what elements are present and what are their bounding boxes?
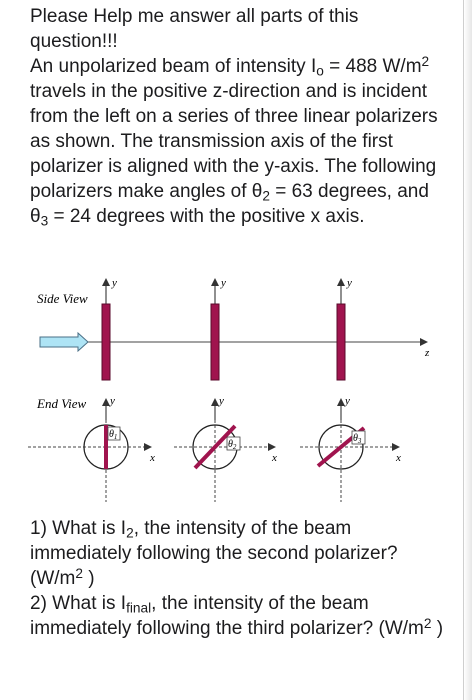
polarizer-3-side: [337, 277, 352, 380]
theta1-label: $\theta_1$: [109, 429, 118, 441]
question-part: = 488 W/m: [323, 56, 422, 77]
question-part: = 24 degrees with the positive x axis.: [48, 206, 365, 227]
part1-text: 1) What is I: [30, 518, 127, 539]
part2-text: , the intensity of the beam immediately following the third polarizer? (W/m: [30, 593, 424, 639]
part1-subscript: 2: [126, 525, 134, 541]
question-part: travels in the positive z-direction and is incident from the left on a series of three linear polarizers as shown. The transmission axis of the first polarizer is aligned with the y-axis. The following polarizers make angles of θ: [30, 81, 438, 202]
intensity-subscript: o: [316, 63, 324, 79]
y-axis-label: y: [347, 277, 352, 289]
part1-superscript: 2: [75, 565, 83, 581]
polarizer-3-end: [300, 395, 401, 502]
question-part: An unpolarized beam of intensity I: [30, 56, 317, 77]
x-axis-label: x: [272, 452, 277, 464]
part2-text: ): [431, 618, 444, 639]
part2-text: 2) What is I: [30, 593, 127, 614]
y-axis-label: y: [221, 277, 226, 289]
polarizer-2-end: [174, 395, 277, 502]
question-parts: [30, 516, 450, 641]
end-view-label: End View: [37, 396, 87, 411]
scrollbar-edge[interactable]: [463, 0, 472, 700]
polarizer-diagram: [26, 270, 446, 510]
y-axis-label: y: [110, 395, 115, 407]
y-axis-label: y: [219, 395, 224, 407]
x-axis-label: x: [396, 452, 401, 464]
question-part-2: [30, 591, 450, 641]
part2-superscript: 2: [423, 615, 432, 631]
x-axis-label: x: [150, 452, 155, 464]
question-part: = 63 degrees, and θ: [30, 181, 429, 227]
polarizer-2-side: [211, 277, 226, 380]
question-text: [30, 4, 450, 229]
z-axis-label: z: [425, 347, 430, 359]
polarizer-1-side: [102, 277, 117, 380]
question-part-1: [30, 516, 450, 591]
theta3-subscript: 3: [40, 213, 49, 229]
beam-arrow: [40, 333, 88, 351]
y-axis-label: y: [345, 395, 350, 407]
part1-text: , the intensity of the beam immediately following the second polarizer? (W/m: [30, 518, 398, 589]
part2-subscript: final: [126, 600, 152, 616]
question-body: [30, 54, 450, 229]
theta2-label: $\theta_2$: [228, 439, 237, 451]
units-superscript: 2: [421, 53, 430, 69]
theta3-label: $\theta_3$: [353, 433, 362, 445]
side-view-label: Side View: [37, 291, 88, 306]
part1-text: ): [82, 568, 95, 589]
y-axis-label: y: [112, 277, 117, 289]
polarizer-1-end: [28, 395, 155, 502]
theta2-subscript: 2: [262, 188, 270, 204]
question-heading: Please Help me answer all parts of this question!!!: [30, 6, 359, 52]
